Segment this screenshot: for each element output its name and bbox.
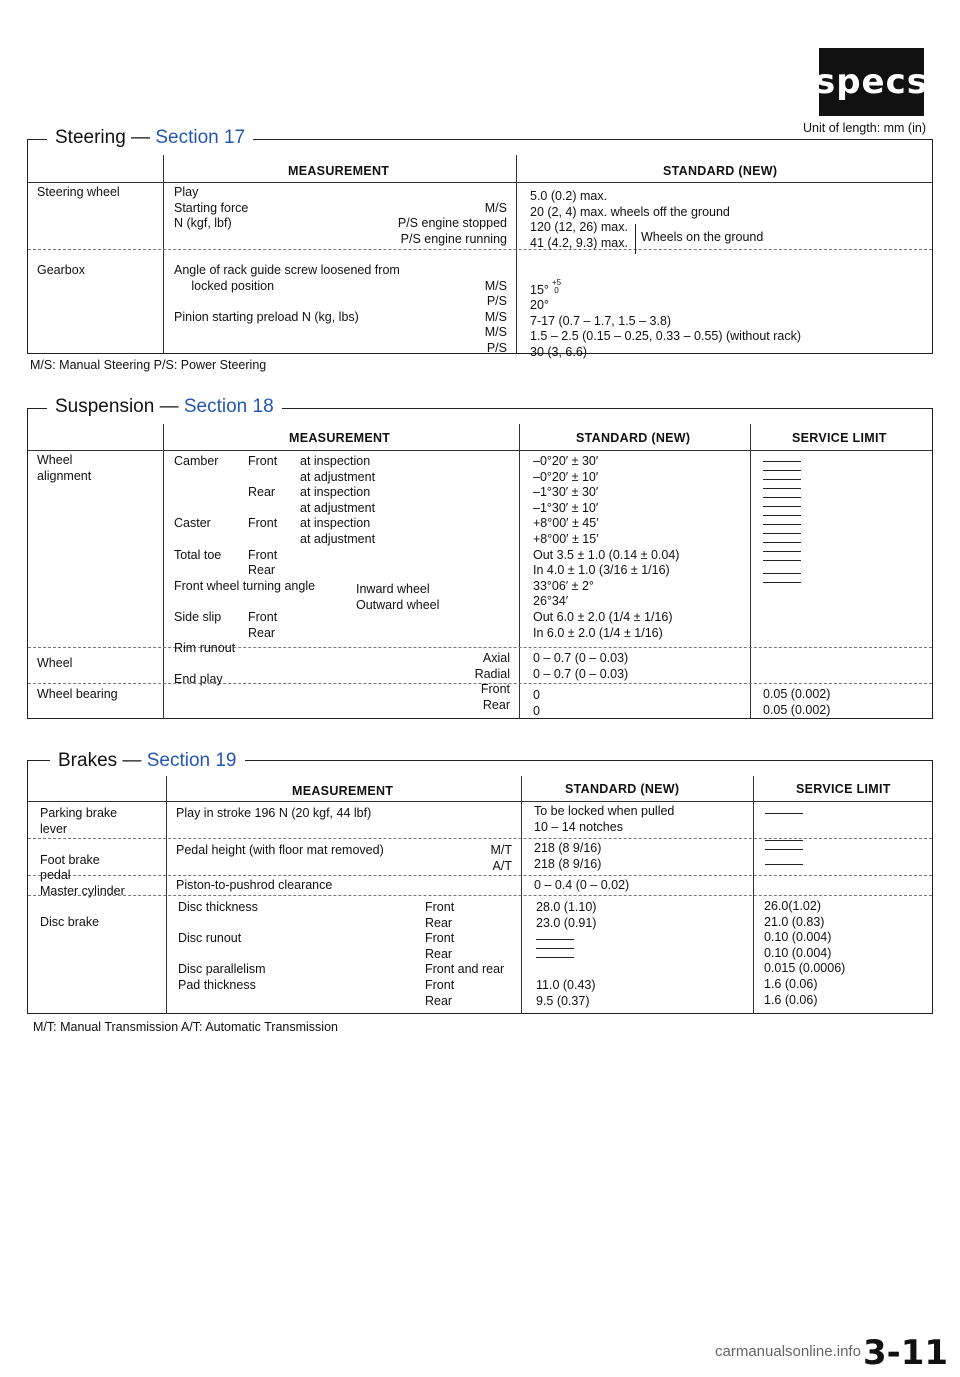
suspension-section-link: Section 18 (183, 396, 274, 417)
brakes-disc-standard-bottom: 11.0 (0.43) 9.5 (0.37) (536, 978, 596, 1008)
specs-badge: specs (819, 48, 924, 116)
brakes-disc-conditions: Front Rear Front Rear Front and rear Front Rear (425, 900, 505, 1008)
brakes-header-measurement: MEASUREMENT (292, 784, 394, 798)
page-number: 3-11 (863, 1333, 949, 1373)
unit-note: Unit of length: mm (in) (803, 121, 926, 135)
suspension-runout-standards: 0 – 0.7 (0 – 0.03) 0 – 0.7 (0 – 0.03) (533, 651, 629, 681)
brakes-master-measurement: Piston-to-pushrod clearance (176, 878, 333, 892)
suspension-header-measurement: MEASUREMENT (289, 431, 391, 445)
steering-standards: 5.0 (0.2) max. 20 (2, 4) max. wheels off the ground 120 (12, 26) max. 41 (4.2, 9.3) max. 15° 20° 7-17 (0.7 – 1.7, 1.5 – 3.8) 1.5 – 2.5 (0.15 – 0.25, 0.33 – 0.55) (without rack) 30 (3, 6.6) (530, 189, 801, 359)
suspension-bearing-standards: 0 0 (533, 688, 540, 718)
brakes-pedal-conditions: M/T A/T (490, 843, 512, 873)
brakes-pedal-standard: 218 (8 9/16) 218 (8 9/16) (534, 841, 602, 871)
steering-items: Steering wheel Gearbox (37, 185, 120, 277)
suspension-header-standard: STANDARD (NEW) (576, 431, 691, 445)
suspension-service-dashes (763, 454, 801, 591)
suspension-service-values: 0.05 (0.002) 0.05 (0.002) (763, 687, 831, 717)
suspension-conditions: at inspection at adjustment at inspection at adjustment at inspection at adjustment (300, 454, 376, 546)
site-watermark: carmanualsonline.info (715, 1343, 861, 1360)
steering-measurements: Play Starting force N (kgf, lbf) Angle of rack guide screw loosened from locked position Pinion starting preload N (kg, lbs) (174, 185, 400, 324)
brakes-disc-standard-top: 28.0 (1.10) 23.0 (0.91) (536, 900, 597, 930)
brakes-footnote: M/T: Manual Transmission A/T: Automatic Transmission (33, 1020, 338, 1034)
brakes-title-text: Brakes — (58, 750, 147, 771)
steering-tolerance: +5 0 (552, 278, 562, 295)
suspension-positions: Front Rear Front Front Rear Front Rear (248, 454, 278, 640)
brakes-service-dashes (765, 806, 803, 873)
suspension-turning: Inward wheel Outward wheel (356, 582, 440, 612)
brakes-parking-standard: To be locked when pulled 10 – 14 notches (534, 804, 675, 834)
brakes-header-service: SERVICE LIMIT (796, 782, 891, 796)
brakes-parking-measurement: Play in stroke 196 N (20 kgf, 44 lbf) (176, 806, 372, 820)
suspension-standards: –0°20′ ± 30′ –0°20′ ± 10′ –1°30′ ± 30′ –1°30′ ± 10′ +8°00′ ± 45′ +8°00′ ± 15′ Out 3.5 ± 1.0 (0.14 ± 0.04) In 4.0 ± 1.0 (3/16 ± 1/16) 33°06′ ± 2° 26°34′ Out 6.0 ± 2.0 (1/4 ± 1/16) In 6.0 ± 2.0 (1/4 ± 1/16) (533, 454, 680, 640)
steering-brace-note: Wheels on the ground (641, 230, 764, 244)
steering-title-text: Steering — (55, 127, 156, 148)
suspension-title (47, 396, 282, 418)
suspension-measurements: Camber Caster Total toe Front wheel turning angle Side slip Rim runout End play (174, 454, 316, 687)
brakes-items: Parking brake lever Foot brake pedal Master cylinder Disc brake (40, 806, 125, 930)
brakes-section-link: Section 19 (146, 750, 237, 771)
suspension-items: Wheel alignment Wheel Wheel bearing (37, 453, 118, 701)
brakes-title (50, 750, 245, 772)
steering-header-measurement: MEASUREMENT (288, 164, 390, 178)
brakes-pedal-measurement: Pedal height (with floor mat removed) (176, 843, 384, 857)
steering-footnote: M/S: Manual Steering P/S: Power Steering (30, 358, 267, 372)
brakes-disc-standard-dashes (536, 932, 574, 966)
steering-header-standard: STANDARD (NEW) (663, 164, 778, 178)
steering-title (47, 127, 253, 149)
brakes-disc-service: 26.0(1.02) 21.0 (0.83) 0.10 (0.004) 0.10 (0.004) 0.015 (0.0006) 1.6 (0.06) 1.6 (0.06) (764, 899, 846, 1007)
brakes-disc-measurements: Disc thickness Disc runout Disc parallelism Pad thickness (178, 900, 266, 992)
steering-section-link: Section 17 (155, 127, 246, 148)
suspension-runout-conditions: Axial Radial Front Rear (474, 651, 510, 712)
suspension-title-text: Suspension — (55, 396, 184, 417)
brakes-header-standard: STANDARD (NEW) (565, 782, 680, 796)
suspension-header-service: SERVICE LIMIT (792, 431, 887, 445)
steering-conditions: M/S P/S engine stopped P/S engine running M/S P/S M/S M/S P/S (397, 200, 507, 355)
brakes-master-standard: 0 – 0.4 (0 – 0.02) (534, 878, 630, 892)
